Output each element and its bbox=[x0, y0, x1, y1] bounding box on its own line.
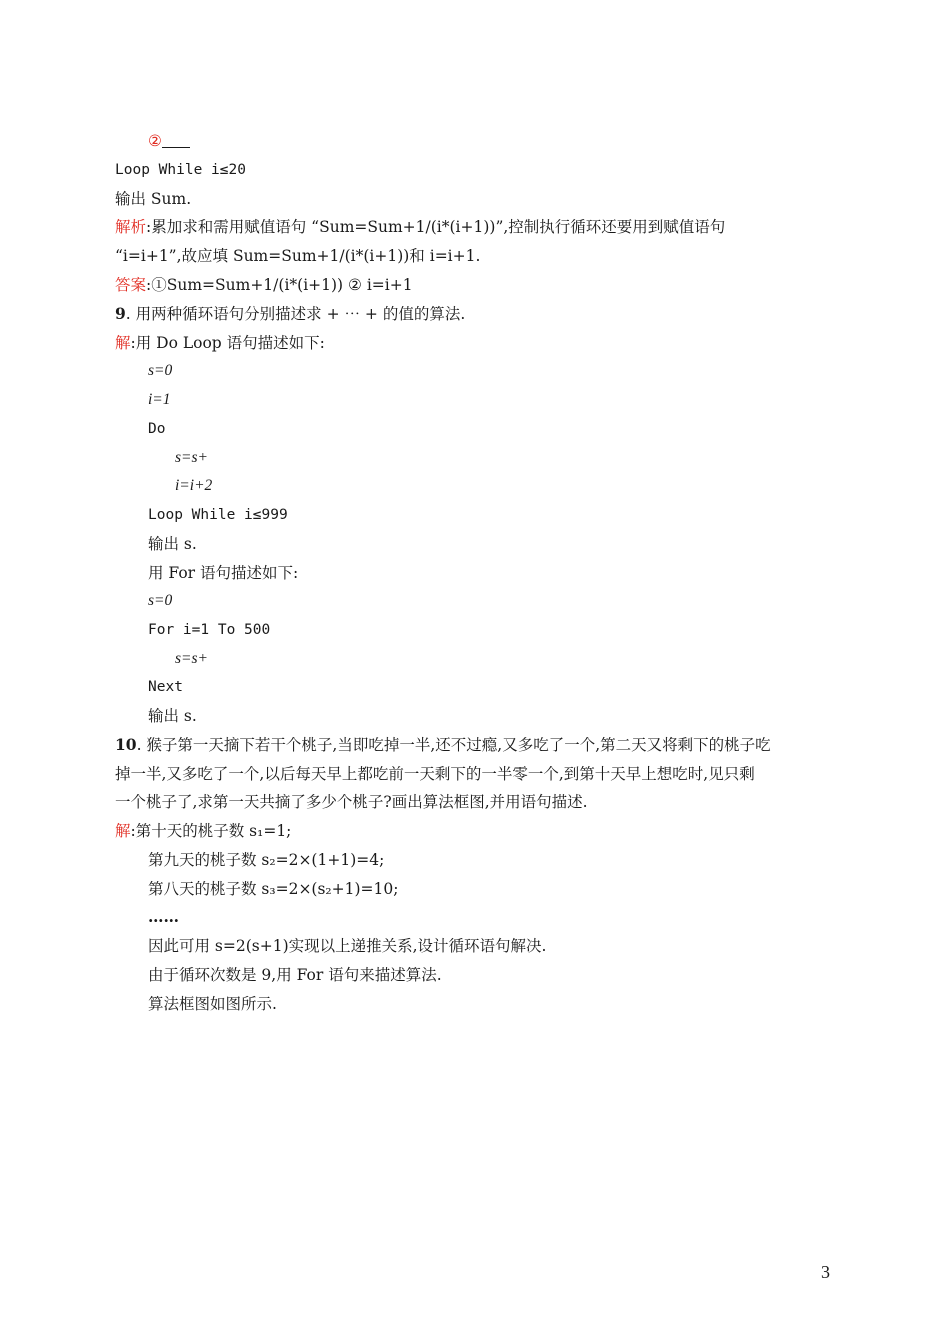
text-line bbox=[148, 936, 546, 956]
text-line bbox=[175, 649, 208, 669]
page-number: 3 bbox=[821, 1262, 830, 1282]
answer-label: 解 bbox=[115, 334, 131, 352]
line-text: Next bbox=[148, 679, 183, 695]
text-line bbox=[148, 563, 298, 583]
line-text: 输出 Sum. bbox=[115, 190, 192, 208]
line-text: s=0 bbox=[148, 362, 173, 379]
text-line bbox=[148, 419, 165, 439]
line-text: :第十天的桃子数 s₁=1; bbox=[130, 822, 292, 840]
text-line bbox=[175, 448, 208, 468]
answer-label: 答案 bbox=[115, 276, 147, 294]
line-text: 因此可用 s=2(s+1)实现以上递推关系,设计循环语句解决. bbox=[148, 937, 547, 955]
text-line bbox=[115, 246, 480, 266]
text-line bbox=[148, 879, 398, 899]
line-text: Loop While i≤999 bbox=[148, 507, 288, 523]
text-line bbox=[148, 131, 190, 151]
text-line bbox=[148, 965, 442, 985]
line-text: s=s+ bbox=[175, 449, 208, 466]
text-line bbox=[148, 591, 172, 611]
text-line bbox=[148, 706, 197, 726]
text-line bbox=[148, 994, 277, 1014]
line-text: . 猴子第一天摘下若干个桃子,当即吃掉一半,还不过瘾,又多吃了一个,第二天又将剩下的桃子吃 bbox=[136, 736, 771, 754]
text-line bbox=[148, 390, 171, 410]
line-text: Do bbox=[148, 421, 166, 437]
line-text: 一个桃子了,求第一天共摘了多少个桃子?画出算法框图,并用语句描述. bbox=[115, 793, 588, 811]
text-line bbox=[175, 476, 212, 496]
question-number: 10 bbox=[115, 735, 137, 754]
text-line bbox=[148, 361, 172, 381]
line-text: s=s+ bbox=[175, 650, 208, 667]
line-text: i=1 bbox=[148, 391, 171, 408]
line-text: 第九天的桃子数 s₂=2×(1+1)=4; bbox=[148, 851, 385, 869]
question-number: 9 bbox=[115, 304, 126, 323]
line-text: :累加求和需用赋值语句 “Sum=Sum+1/(i*(i+1))”,控制执行循环还要用到赋值语句 bbox=[146, 218, 726, 236]
line-text: ② bbox=[148, 132, 162, 150]
line-text: . 用两种循环语句分别描述求 + ⋯ + 的值的算法. bbox=[125, 305, 466, 323]
text-line bbox=[148, 907, 179, 927]
text-line bbox=[115, 821, 291, 841]
line-text: :用 Do Loop 语句描述如下: bbox=[130, 334, 325, 352]
fill-blank bbox=[162, 133, 190, 148]
text-line bbox=[115, 160, 246, 180]
text-line bbox=[148, 850, 384, 870]
text-line bbox=[115, 217, 725, 237]
line-text: 算法框图如图所示. bbox=[148, 995, 277, 1013]
line-text: 用 For 语句描述如下: bbox=[148, 564, 299, 582]
line-text: 第八天的桃子数 s₃=2×(s₂+1)=10; bbox=[148, 880, 399, 898]
answer-label: 解 bbox=[115, 822, 131, 840]
text-line bbox=[148, 534, 197, 554]
text-line bbox=[148, 677, 183, 697]
text-line bbox=[115, 275, 413, 295]
line-text: Loop While i≤20 bbox=[115, 162, 246, 178]
text-line bbox=[148, 505, 288, 525]
text-line bbox=[115, 333, 325, 353]
text-line bbox=[148, 620, 270, 640]
text-line bbox=[115, 189, 191, 209]
line-text: s=0 bbox=[148, 592, 173, 609]
line-text: 由于循环次数是 9,用 For 语句来描述算法. bbox=[148, 966, 442, 984]
line-text: For i=1 To 500 bbox=[148, 622, 271, 638]
line-text: 掉一半,又多吃了一个,以后每天早上都吃前一天剩下的一半零一个,到第十天早上想吃时,见只剩 bbox=[115, 765, 755, 783]
line-text: 输出 s. bbox=[148, 535, 197, 553]
line-text: i=i+2 bbox=[175, 477, 213, 494]
line-text: …… bbox=[148, 907, 179, 926]
text-line bbox=[115, 792, 588, 812]
line-text: :①Sum=Sum+1/(i*(i+1)) ② i=i+1 bbox=[146, 276, 413, 294]
line-text: “i=i+1”,故应填 Sum=Sum+1/(i*(i+1))和 i=i+1. bbox=[115, 247, 481, 265]
answer-label: 解析 bbox=[115, 218, 147, 236]
text-line bbox=[115, 304, 465, 324]
text-line bbox=[115, 735, 771, 755]
line-text: 输出 s. bbox=[148, 707, 197, 725]
text-line bbox=[115, 764, 755, 784]
